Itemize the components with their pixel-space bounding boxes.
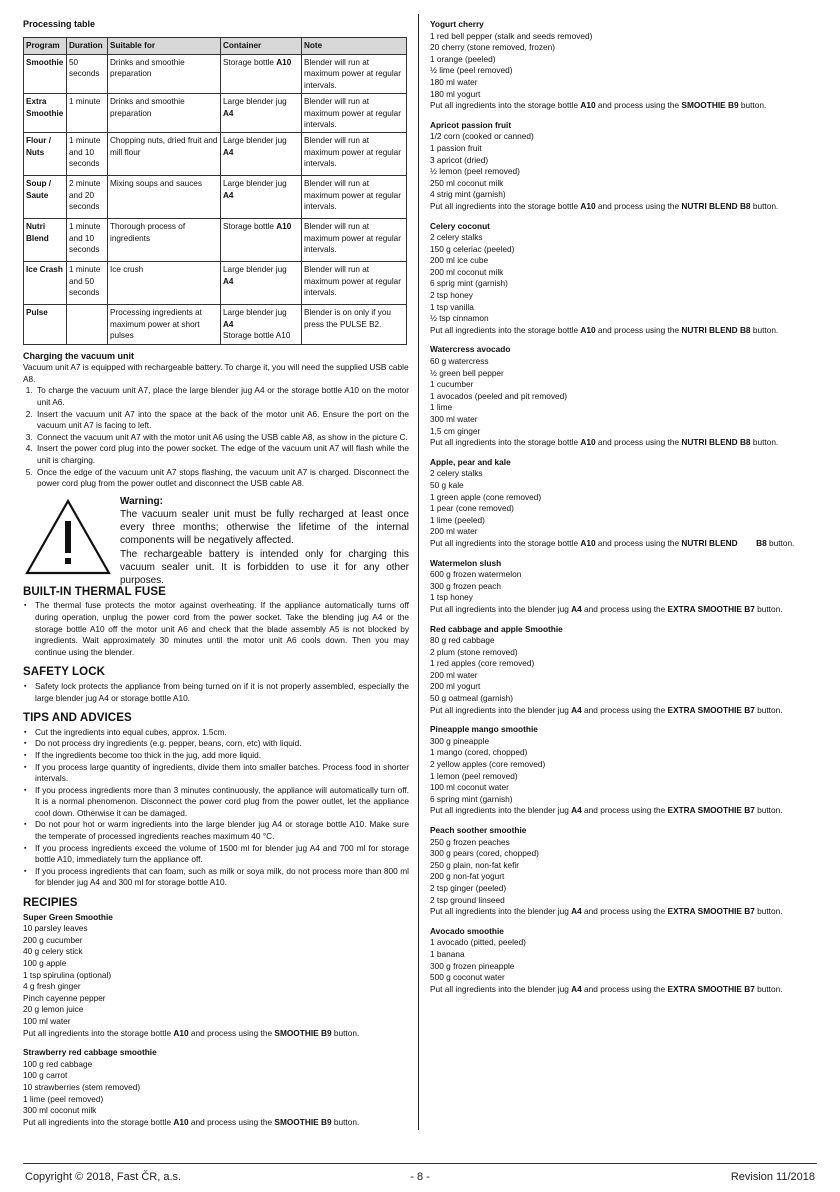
duration-cell: 2 minute and 20 seconds xyxy=(67,176,108,219)
ingredient-line: 20 cherry (stone removed, frozen) xyxy=(430,42,555,53)
instruction-text: and process using the xyxy=(188,1027,275,1038)
program-button-name: NUTRI BLEND B8 xyxy=(681,324,751,335)
ingredient-line: 1 tsp spirulina (optional) xyxy=(23,969,112,980)
instruction-text: and process using the xyxy=(581,983,668,994)
recipe-title: Red cabbage and apple Smoothie xyxy=(430,623,563,634)
thermal-fuse-list xyxy=(23,600,409,658)
ingredient-line: 1 red bell pepper (stalk and seeds removed) xyxy=(430,30,593,41)
instruction-text: and process using the xyxy=(595,200,682,211)
ingredient-line: 1 lime xyxy=(430,402,453,413)
container-text: Large blender jug xyxy=(223,179,287,189)
instruction-text: button. xyxy=(754,603,783,614)
ingredient-line: 2 plum (stone removed) xyxy=(430,646,518,657)
instruction-text: and process using the xyxy=(581,704,668,715)
instruction-text: button. xyxy=(331,1027,360,1038)
instruction-text: button. xyxy=(766,537,795,548)
ingredient-line: 300 g frozen peach xyxy=(430,580,502,591)
suitable-cell: Drinks and smoothie preparation xyxy=(108,55,221,94)
column-divider xyxy=(418,14,419,1130)
duration-cell: 1 minute and 10 seconds xyxy=(67,133,108,176)
recipe xyxy=(430,558,818,616)
note-cell: Blender will run at maximum power at regular intervals. xyxy=(302,94,407,133)
ingredient-line: 2 tsp ground linseed xyxy=(430,894,505,905)
container-code: A4 xyxy=(571,906,582,917)
program-cell: Pulse xyxy=(24,305,67,344)
warning-text-2: The rechargeable battery is intended only for charging this vacuum sealer unit. It is forbidden to use it for any other purposes. xyxy=(120,548,409,586)
list-item: ▪ Do not pour hot or warm ingredients into the large blender jug A4 or storage bottle A10. Make sure the temperate of processed ingredients reaches maximum 40 °C. xyxy=(35,819,409,842)
list-item: ▪ The thermal fuse protects the motor against overheating. If the appliance automatically turns off during operation, unplug the power cord from the power socket. Take the blending jug A4 or the storage bottle A10 off the motor unit A6 and check that the blade assembly A5 is not blocked by ingredients. Wait approximately 30 minutes until the motor unit A6 cools down. Then you may continue using the blender. xyxy=(35,600,409,658)
table-row xyxy=(24,262,407,305)
charging-step: 2. Insert the vacuum unit A7 into the space at the back of the motor unit A6. Ensure the port on the vacuum unit A7 is facing to left. xyxy=(35,409,409,432)
charging-title: Charging the vacuum unit xyxy=(23,350,135,361)
recipe xyxy=(430,457,818,550)
ingredient-line: 2 celery stalks xyxy=(430,232,483,243)
container-code: A10 xyxy=(276,58,292,67)
recipe-title: Yogurt cherry xyxy=(430,19,484,29)
recipe-title: Peach soother smoothie xyxy=(430,825,527,835)
instruction-text: and process using the xyxy=(188,1116,275,1127)
recipe-title: Avocado smoothie xyxy=(430,925,504,936)
recipe-instruction xyxy=(430,705,818,717)
container-cell xyxy=(221,133,302,176)
program-cell: Ice Crash xyxy=(24,262,67,305)
note-cell: Blender will run at maximum power at regular intervals. xyxy=(302,262,407,305)
program-button-name: EXTRA SMOOTHIE B7 xyxy=(667,805,755,816)
program-cell: Nutri Blend xyxy=(24,219,67,262)
container-code: A4 xyxy=(571,983,582,994)
recipe-title: Apple, pear and kale xyxy=(430,456,511,467)
warning-triangle-icon xyxy=(25,499,111,575)
table-row xyxy=(24,133,407,176)
ingredient-line: 200 g cucumber xyxy=(23,934,83,945)
instruction-text: Put all ingredients into the storage bottle xyxy=(430,324,581,335)
ingredient-line: 10 parsley leaves xyxy=(23,923,88,934)
ingredient-line: 3 apricot (dried) xyxy=(430,154,489,165)
container-cell xyxy=(221,305,302,344)
recipe xyxy=(430,825,818,918)
instruction-text: button. xyxy=(750,324,779,335)
instruction-text: and process using the xyxy=(595,324,682,335)
warning-box xyxy=(23,495,409,586)
recipe-instruction xyxy=(430,325,818,337)
recipe xyxy=(23,912,409,1040)
duration-cell: 1 minute xyxy=(67,94,108,133)
note-cell: Blender is on only if you press the PULSE B2. xyxy=(302,305,407,344)
list-item: ▪ Do not process dry ingredients (e.g. pepper, beans, corn, etc) with liquid. xyxy=(35,738,409,750)
recipe-title: Watermelon slush xyxy=(430,557,502,568)
container-code: A4 xyxy=(571,704,582,715)
ingredient-line: ½ green bell pepper xyxy=(430,367,504,378)
container-code: A10 xyxy=(580,100,596,111)
charging-steps xyxy=(23,385,409,489)
ingredient-line: 6 spring mint (garnish) xyxy=(430,793,513,804)
program-button-name: NUTRI BLEND B8 xyxy=(681,437,751,448)
container-cell xyxy=(221,94,302,133)
note-cell: Blender will run at maximum power at regular intervals. xyxy=(302,55,407,94)
container-code: A10 xyxy=(580,437,596,448)
ingredient-line: 1 lime (peeled) xyxy=(430,514,485,525)
container-text: Large blender jug xyxy=(223,97,287,107)
ingredient-line: 1 orange (peeled) xyxy=(430,53,496,64)
column-header: Program xyxy=(24,37,67,54)
ingredient-line: 1 avocado (pitted, peeled) xyxy=(430,937,526,948)
recipe-instruction xyxy=(430,201,818,213)
recipe xyxy=(430,221,818,337)
ingredient-line: 1 red apples (core removed) xyxy=(430,658,535,669)
ingredient-line: 250 ml coconut milk xyxy=(430,177,504,188)
table-header-row xyxy=(24,37,407,54)
container-code: A10 xyxy=(173,1027,189,1038)
recipe xyxy=(430,344,818,448)
ingredient-line: 20 g lemon juice xyxy=(23,1004,84,1015)
duration-cell: 1 minute and 50 seconds xyxy=(67,262,108,305)
recipe-title: Celery coconut xyxy=(430,220,490,231)
ingredient-line: 2 yellow apples (core removed) xyxy=(430,759,546,770)
container-code: A4 xyxy=(223,319,234,329)
container-text: Large blender jug xyxy=(223,136,287,146)
safety-lock-title: SAFETY LOCK xyxy=(23,666,106,679)
left-column xyxy=(23,19,409,1136)
ingredient-line: 100 g carrot xyxy=(23,1070,68,1081)
instruction-text: Put all ingredients into the blender jug xyxy=(430,603,572,614)
table-row xyxy=(24,55,407,94)
suitable-cell: Processing ingredients at maximum power at short pulses xyxy=(108,305,221,344)
recipe-instruction xyxy=(430,100,818,112)
ingredient-line: 1 cucumber xyxy=(430,379,474,390)
program-cell: Smoothie xyxy=(24,55,67,94)
container-code: A4 xyxy=(223,190,234,200)
ingredient-line: 200 ml coconut milk xyxy=(430,266,504,277)
instruction-text: Put all ingredients into the storage bottle xyxy=(23,1116,174,1127)
footer-revision: Revision 11/2018 xyxy=(730,1171,815,1183)
recipe-title: Strawberry red cabbage smoothie xyxy=(23,1047,157,1058)
suitable-cell: Chopping nuts, dried fruit and mill flour xyxy=(108,133,221,176)
ingredient-line: 100 g red cabbage xyxy=(23,1058,93,1069)
suitable-cell: Thorough process of ingredients xyxy=(108,219,221,262)
warning-text-1: The vacuum sealer unit must be fully recharged at least once every three months; otherwise the lifetime of the internal components will be negatively affected. xyxy=(120,508,409,547)
tips-list xyxy=(23,727,409,889)
table-row xyxy=(24,305,407,344)
instruction-text: Put all ingredients into the storage bottle xyxy=(430,537,581,548)
warning-text xyxy=(120,495,409,587)
ingredient-line: 50 g kale xyxy=(430,479,464,490)
ingredient-line: 200 ml water xyxy=(430,526,478,537)
duration-cell: 50 seconds xyxy=(67,55,108,94)
recipe xyxy=(23,1047,409,1128)
charging-step: 4. Insert the power cord plug into the power socket. The edge of the vacuum unit A7 will flash while the unit is charging. xyxy=(35,443,409,466)
container-cell xyxy=(221,262,302,305)
instruction-text: Put all ingredients into the blender jug xyxy=(430,704,572,715)
ingredient-line: 40 g celery stick xyxy=(23,946,83,957)
program-button-name: EXTRA SMOOTHIE B7 xyxy=(667,906,755,917)
processing-table xyxy=(23,37,407,345)
ingredient-line: 1 banana xyxy=(430,948,465,959)
instruction-text: button. xyxy=(331,1116,360,1127)
table-row xyxy=(24,176,407,219)
duration-cell: 1 minute and 10 seconds xyxy=(67,219,108,262)
ingredient-line: 1 lime (peel removed) xyxy=(23,1093,104,1104)
program-cell: Extra Smoothie xyxy=(24,94,67,133)
recipe-title: Super Green Smoothie xyxy=(23,911,113,922)
charging-step: 3. Connect the vacuum unit A7 with the motor unit A6 using the USB cable A8, as show in the picture C. xyxy=(35,432,409,444)
ingredient-line: 6 sprig mint (garnish) xyxy=(430,278,508,289)
instruction-text: and process using the xyxy=(595,100,682,111)
container-code: A10 xyxy=(580,537,596,548)
ingredient-line: 300 g frozen pineapple xyxy=(430,960,515,971)
ingredient-line: 1 pear (cone removed) xyxy=(430,503,514,514)
ingredient-line: 250 g plain, non-fat kefir xyxy=(430,859,520,870)
ingredient-line: 150 g celeriac (peeled) xyxy=(430,243,515,254)
column-header: Duration xyxy=(67,37,108,54)
ingredient-line: 200 ml ice cube xyxy=(430,255,489,266)
program-button-name: EXTRA SMOOTHIE B7 xyxy=(667,704,755,715)
instruction-text: button. xyxy=(754,704,783,715)
container-code: A10 xyxy=(173,1116,189,1127)
table-row xyxy=(24,219,407,262)
instruction-text: Put all ingredients into the blender jug xyxy=(430,805,572,816)
program-button-name: NUTRI BLEND B8 xyxy=(681,537,767,548)
instruction-text: button. xyxy=(738,100,767,111)
table-body xyxy=(24,55,407,345)
column-header: Suitable for xyxy=(108,37,221,54)
list-item: ▪ If you process large quantity of ingredients, divide them into smaller batches. Process food in shorter intervals. xyxy=(35,762,409,785)
note-cell: Blender will run at maximum power at regular intervals. xyxy=(302,133,407,176)
instruction-text: and process using the xyxy=(581,603,668,614)
container-text-2: Storage bottle A10 xyxy=(223,331,291,341)
ingredient-line: 60 g watercress xyxy=(430,356,489,367)
program-button-name: EXTRA SMOOTHIE B7 xyxy=(667,983,755,994)
program-button-name: SMOOTHIE B9 xyxy=(681,100,739,111)
recipe xyxy=(430,19,818,112)
recipes-title: RECIPIES xyxy=(23,897,78,910)
instruction-text: button. xyxy=(750,200,779,211)
ingredient-line: 10 strawberries (stem removed) xyxy=(23,1081,141,1092)
ingredient-line: 80 g red cabbage xyxy=(430,635,495,646)
ingredient-line: 1 tsp honey xyxy=(430,592,473,603)
suitable-cell: Mixing soups and sauces xyxy=(108,176,221,219)
ingredient-line: 600 g frozen watermelon xyxy=(430,569,522,580)
container-code: A4 xyxy=(223,276,234,286)
instruction-text: Put all ingredients into the blender jug xyxy=(430,983,572,994)
charging-intro: Vacuum unit A7 is equipped with rechargeable battery. To charge it, you will need the supplied USB cable A8. xyxy=(23,362,409,384)
program-button-name: NUTRI BLEND B8 xyxy=(681,200,751,211)
list-item: ▪ If you process ingredients more than 3 minutes continuously, the appliance will automatically turn off. It is a normal phenomenon. Disconnect the power cord plug from the power outlet, let the appliance cool down. Otherwise it can be damaged. xyxy=(35,785,409,820)
column-header: Container xyxy=(221,37,302,54)
instruction-text: and process using the xyxy=(595,437,682,448)
program-cell: Flour / Nuts xyxy=(24,133,67,176)
ingredient-line: 200 ml water xyxy=(430,669,478,680)
container-text: Storage bottle xyxy=(223,58,277,67)
ingredient-line: 1 green apple (cone removed) xyxy=(430,491,542,502)
program-button-name: EXTRA SMOOTHIE B7 xyxy=(667,603,755,614)
instruction-text: button. xyxy=(754,805,783,816)
ingredient-line: 500 g coconut water xyxy=(430,972,505,983)
ingredient-line: 1 tsp vanilla xyxy=(430,301,474,312)
ingredient-line: 1 lemon (peel removed) xyxy=(430,770,518,781)
ingredient-line: 1 passion fruit xyxy=(430,142,482,153)
container-text: Storage bottle xyxy=(223,222,277,232)
instruction-text: button. xyxy=(750,437,779,448)
instruction-text: Put all ingredients into the blender jug xyxy=(430,906,572,917)
charging-step: 1. To charge the vacuum unit A7, place the large blender jug A4 or the storage bottle A10 on the motor unit A6. xyxy=(35,385,409,408)
container-code: A10 xyxy=(276,222,292,232)
suitable-cell: Drinks and smoothie preparation xyxy=(108,94,221,133)
right-column xyxy=(430,19,818,1003)
instruction-text: button. xyxy=(754,906,783,917)
recipe-instruction xyxy=(430,906,818,918)
ingredient-line: 300 ml water xyxy=(430,414,478,424)
container-code: A10 xyxy=(580,200,596,211)
ingredient-line: 200 g non-fat yogurt xyxy=(430,871,505,882)
ingredient-line: ½ lime (peel removed) xyxy=(430,65,513,76)
container-text: Large blender jug xyxy=(223,265,287,275)
recipe xyxy=(430,120,818,213)
instruction-text: button. xyxy=(754,983,783,994)
list-item: ▪ If you process ingredients exceed the volume of 1500 ml for blender jug A4 and 700 ml for storage bottle A10, immediately turn the appliance off. xyxy=(35,843,409,866)
warning-title: Warning: xyxy=(120,495,163,507)
instruction-text: and process using the xyxy=(595,537,682,548)
instruction-text: Put all ingredients into the storage bottle xyxy=(430,200,581,211)
recipe xyxy=(430,724,818,817)
ingredient-line: 1 avocados (peeled and pit removed) xyxy=(430,390,567,401)
recipes-right xyxy=(430,19,818,995)
duration-cell xyxy=(67,305,108,344)
ingredient-line: 4 g fresh ginger xyxy=(23,981,81,992)
recipe-title: Apricot passion fruit xyxy=(430,119,512,130)
container-code: A4 xyxy=(223,147,234,157)
recipe-title: Pineapple mango smoothie xyxy=(430,724,538,735)
ingredient-line: 100 g apple xyxy=(23,958,67,968)
instruction-text: Put all ingredients into the storage bottle xyxy=(23,1027,174,1038)
container-cell xyxy=(221,55,302,94)
ingredient-line: 200 ml yogurt xyxy=(430,681,481,692)
instruction-text: Put all ingredients into the storage bottle xyxy=(430,437,581,448)
note-cell: Blender will run at maximum power at regular intervals. xyxy=(302,176,407,219)
recipe xyxy=(430,624,818,717)
ingredient-line: 2 tsp ginger (peeled) xyxy=(430,882,507,893)
recipe xyxy=(430,926,818,996)
table-row xyxy=(24,94,407,133)
recipe-instruction xyxy=(430,984,818,996)
ingredient-line: 2 tsp honey xyxy=(430,290,473,301)
instruction-text: and process using the xyxy=(581,906,668,917)
ingredient-line: 300 g pineapple xyxy=(430,735,490,746)
program-button-name: SMOOTHIE B9 xyxy=(274,1116,332,1127)
container-cell xyxy=(221,176,302,219)
instruction-text: Put all ingredients into the storage bottle xyxy=(430,100,581,111)
column-header: Note xyxy=(302,37,407,54)
list-item: ▪ Safety lock protects the appliance from being turned on if it is not properly assembled, especially the large blender jug A4 or storage bottle A10. xyxy=(35,681,409,704)
program-cell: Soup / Saute xyxy=(24,176,67,219)
recipe-instruction xyxy=(23,1028,409,1040)
ingredient-line: 250 g frozen peaches xyxy=(430,836,510,847)
tips-title: TIPS AND ADVICES xyxy=(23,712,132,725)
footer-copyright: Copyright © 2018, Fast ČR, a.s. xyxy=(25,1171,182,1183)
ingredient-line: ½ tsp cinnamon xyxy=(430,313,489,324)
recipe-title: Watercress avocado xyxy=(430,344,511,355)
recipe-instruction xyxy=(430,805,818,817)
recipe-instruction xyxy=(430,538,818,550)
processing-table-title: Processing table xyxy=(23,19,96,29)
list-item: ▪ If you process ingredients that can foam, such as milk or soya milk, do not process more than 800 ml for blender jug A4 and 300 ml for storage bottle A10. xyxy=(35,866,409,889)
ingredient-line: 2 celery stalks xyxy=(430,468,483,479)
recipe-instruction xyxy=(430,437,818,449)
ingredient-line: 50 g oatmeal (garnish) xyxy=(430,693,514,704)
ingredient-line: 1 mango (cored, chopped) xyxy=(430,747,528,758)
ingredient-line: 300 ml coconut milk xyxy=(23,1105,97,1116)
ingredient-line: 1/2 corn (cooked or canned) xyxy=(430,131,534,142)
container-cell xyxy=(221,219,302,262)
program-button-name: SMOOTHIE B9 xyxy=(274,1027,332,1038)
suitable-cell: Ice crush xyxy=(108,262,221,305)
ingredient-line: Pinch cayenne pepper xyxy=(23,992,106,1003)
charging-step: 5. Once the edge of the vacuum unit A7 stops flashing, the vacuum unit A7 is charged. Disconnect the power cord plug from the power outlet and disconnect the USB cable A8. xyxy=(35,467,409,490)
recipes-left xyxy=(23,912,409,1129)
container-code: A4 xyxy=(571,805,582,816)
container-text: Large blender jug xyxy=(223,308,287,318)
list-item: ▪ If the ingredients become too thick in the jug, add more liquid. xyxy=(35,750,409,762)
recipe-instruction xyxy=(23,1117,409,1129)
container-code: A4 xyxy=(223,108,234,118)
instruction-text: and process using the xyxy=(581,805,668,816)
ingredient-line: 100 ml coconut water xyxy=(430,782,509,793)
ingredient-line: 1,5 cm ginger xyxy=(430,425,481,436)
thermal-fuse-title: BUILT-IN THERMAL FUSE xyxy=(23,585,166,598)
list-item: ▪ Cut the ingredients into equal cubes, approx. 1.5cm. xyxy=(35,727,409,739)
ingredient-line: 180 ml yogurt xyxy=(430,88,481,99)
recipe-instruction xyxy=(430,604,818,616)
ingredient-line: 4 strig mint (garnish) xyxy=(430,189,506,200)
ingredient-line: ½ lemon (peel removed) xyxy=(430,166,520,177)
safety-lock-list xyxy=(23,681,409,704)
ingredient-line: 300 g pears (cored, chopped) xyxy=(430,848,539,859)
note-cell: Blender will run at maximum power at regular intervals. xyxy=(302,219,407,262)
page-footer xyxy=(23,1163,817,1183)
ingredient-line: 100 ml water xyxy=(23,1015,71,1026)
ingredient-line: 180 ml water xyxy=(430,76,478,87)
footer-page-number: - 8 - xyxy=(410,1171,430,1183)
container-code: A4 xyxy=(571,603,582,614)
container-code: A10 xyxy=(580,324,596,335)
